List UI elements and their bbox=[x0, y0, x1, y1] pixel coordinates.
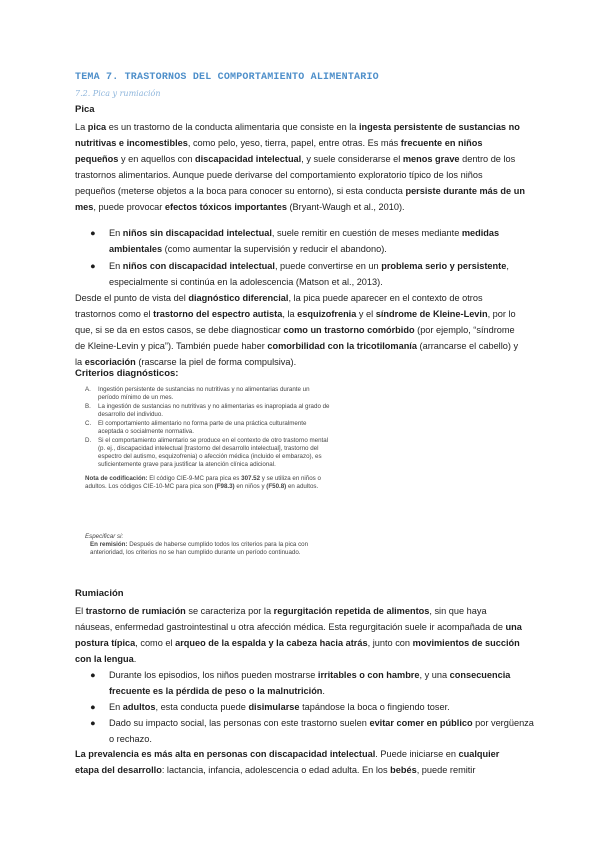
specifier-label: Especificar si: bbox=[85, 533, 124, 540]
rumination-bullet: ● Durante los episodios, los niños pueden mostrarse irritables o con hambre, y una consecuencia frecuente es la pérdida de peso o la malnutrición. bbox=[90, 667, 539, 699]
coding-note: Nota de codificación: El código CIE-9-MC para pica es 307.52 y se utiliza en niños o adultos. Los códigos CIE-10-MC para pica son (F98.3) en niños y (F50.8) en adultos. bbox=[85, 475, 321, 490]
bullet-dot-icon: ● bbox=[90, 702, 96, 712]
rumination-bullet: ● Dado su impacto social, las personas con este trastorno suelen evitar comer en público por vergüenza o rechazo. bbox=[90, 715, 539, 747]
pica-intro-paragraph: La pica es un trastorno de la conducta alimentaria que consiste en la ingesta persistente de sustancias no nutritivas e incomestibles, como pelo, yeso, tierra, papel, entre otras. Es más frecuente en niños pequeños y en aquellos con discapacidad intelectual, y suele considerarse el menos grave dentro de los trastornos alimentarios. Aunque puede derivarse del comportamiento exploratorio típico de los niños pequeños (meterse objetos a la boca para conocer su entorno), si esta conducta persiste durante más de un mes, puede provocar efectos tóxicos importantes (Bryant-Waugh et al., 2010). bbox=[75, 122, 525, 212]
pica-bullet: ● En niños sin discapacidad intelectual, suele remitir en cuestión de meses mediante medidas ambientales (como aumentar la supervisión y reducir el abandono). bbox=[90, 225, 539, 257]
bullet-dot-icon: ● bbox=[90, 718, 96, 728]
specifier-block bbox=[85, 533, 325, 557]
pica-heading: Pica bbox=[75, 104, 95, 115]
criteria-heading: Criterios diagnósticos: bbox=[75, 368, 179, 379]
bullet-dot-icon: ● bbox=[90, 261, 96, 271]
bullet-dot-icon: ● bbox=[90, 670, 96, 680]
pica-bullet: ● En niños con discapacidad intelectual, puede convertirse en un problema serio y persistente, especialmente si continúa en la adolescencia (Matson et al., 2013). bbox=[90, 258, 539, 290]
section-subtitle: 7.2. Pica y rumiación bbox=[75, 89, 161, 98]
rumination-intro-paragraph: El trastorno de rumiación se caracteriza por la regurgitación repetida de alimentos, sin que haya náuseas, enfermedad gastrointestinal u otra afección médica. Esta regurgitación suele ir acompañada de una postura típica, como el arqueo de la espalda y la cabeza hacia atrás, junto con movimientos de succión con la lengua. bbox=[75, 606, 522, 664]
criterion-item: B. La ingestión de sustancias no nutritivas y no alimentarias es inapropiada al grado de desarrollo del individuo. bbox=[85, 403, 330, 418]
bullet-dot-icon: ● bbox=[90, 228, 96, 238]
rumination-bullet: ● En adultos, esta conducta puede disimularse tapándose la boca o fingiendo toser. bbox=[90, 699, 539, 715]
remission-specifier: En remisión: Después de haberse cumplido todos los criterios para la pica con anterioridad, los criterios no se han cumplido durante un período continuado. bbox=[90, 541, 309, 556]
document-title: TEMA 7. TRASTORNOS DEL COMPORTAMIENTO ALIMENTARIO bbox=[75, 72, 379, 83]
differential-diagnosis-paragraph: Desde el punto de vista del diagnóstico diferencial, la pica puede aparecer en el contexto de otros trastornos como el trastorno del espectro autista, la esquizofrenia y el síndrome de Kleine-Levin, por lo que, si se da en estos casos, se debe diagnosticar como un trastorno comórbido (por ejemplo, “síndrome de Kleine-Levin y pica”). También puede haber comorbilidad con la tricotilomanía (arrancarse el cabello) y la escoriación (rascarse la piel de forma compulsiva). bbox=[75, 293, 519, 367]
criterion-item: D. Si el comportamiento alimentario se produce en el contexto de otro trastorno mental (p. ej., discapacidad intelectual [trastorno del desarrollo intelectual], trastorno del espectro del autismo, esquizofrenia) o afección médica (incluido el embarazo), es suficientemente grave para justificar la atención clínica adicional. bbox=[85, 437, 329, 468]
criterion-item: C. El comportamiento alimentario no forma parte de una práctica culturalmente aceptada o socialmente normativa. bbox=[85, 420, 307, 435]
diagnostic-criteria-figure bbox=[85, 386, 330, 491]
criterion-item: A. Ingestión persistente de sustancias no nutritivas y no alimentarias durante un período mínimo de un mes. bbox=[85, 386, 310, 401]
rumination-heading: Rumiación bbox=[75, 588, 124, 599]
prevalence-paragraph: La prevalencia es más alta en personas con discapacidad intelectual. Puede iniciarse en cualquier etapa del desarrollo: lactancia, infancia, adolescencia o edad adulta. En los bebés, puede remitir bbox=[75, 749, 500, 775]
